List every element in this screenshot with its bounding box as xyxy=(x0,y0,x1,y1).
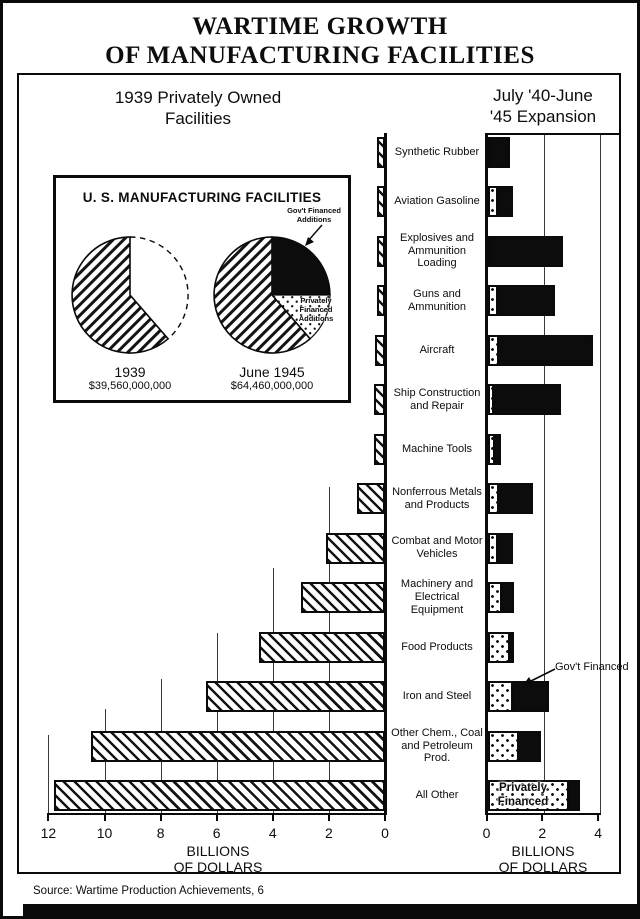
left-bar-9 xyxy=(326,533,385,564)
left-tick-12 xyxy=(47,813,49,821)
right-bar-govt-10 xyxy=(501,582,515,613)
category-label-8: Nonferrous Metals and Products xyxy=(392,485,482,511)
pie-1945 xyxy=(214,237,330,353)
pie-private-additions-line1: Privately xyxy=(300,296,332,305)
pie-1939 xyxy=(72,237,188,353)
right-tick-label-2: 2 xyxy=(538,825,547,841)
left-tick-0 xyxy=(384,813,386,821)
page-title-line2: OF MANUFACTURING FACILITIES xyxy=(105,41,535,69)
left-gridline-12 xyxy=(48,735,49,813)
category-label-4: Guns and Ammunition xyxy=(407,287,467,313)
right-gridline-4 xyxy=(600,133,601,813)
left-tick-10 xyxy=(104,813,106,821)
left-axis-caption xyxy=(148,843,288,875)
right-panel-header-line2: '45 Expansion xyxy=(489,107,597,127)
right-bar-govt-4 xyxy=(497,285,555,316)
category-label-7: Machine Tools xyxy=(401,442,473,455)
right-bar-govt-2 xyxy=(497,186,513,217)
category-label-10: Machinery and Electrical Equipment xyxy=(400,578,474,616)
left-zero-axis xyxy=(384,133,387,815)
left-panel-header-line1: 1939 Privately Owned xyxy=(114,88,282,107)
category-label-12: Iron and Steel xyxy=(402,690,472,703)
pie-private-additions-label xyxy=(288,296,344,323)
left-bar-13 xyxy=(91,731,386,762)
category-label-3: Explosives and Ammunition Loading xyxy=(400,231,474,270)
category-label-5: Aircraft xyxy=(419,343,455,356)
category-label-9: Combat and Motor Vehicles xyxy=(391,535,483,560)
category-label-11: Food Products xyxy=(401,640,473,653)
privately-financed-line2: Financed xyxy=(497,795,549,808)
right-zero-axis xyxy=(485,133,488,815)
govt-financed-arrow-icon xyxy=(511,663,563,693)
left-tick-label-0: 0 xyxy=(381,825,389,841)
pie-govt-additions-label xyxy=(281,206,347,224)
left-axis-caption-line2: OF DOLLARS xyxy=(173,859,263,876)
right-chart-top-rule xyxy=(485,133,621,135)
right-axis-caption-line2: OF DOLLARS xyxy=(498,859,588,876)
page-title-line1: WARTIME GROWTH xyxy=(192,13,448,40)
right-bar-govt-9 xyxy=(497,533,513,564)
left-tick-6 xyxy=(216,813,218,821)
pie-1945-caption: June 1945 xyxy=(239,364,305,380)
right-tick-4 xyxy=(597,813,599,821)
pie-private-additions-line2: Financed xyxy=(299,305,333,314)
right-bar-govt-3 xyxy=(490,236,564,267)
pie-govt-arrow-icon xyxy=(305,225,322,246)
left-tick-label-8: 8 xyxy=(156,825,165,841)
right-bar-govt-1 xyxy=(490,137,511,168)
source-citation: Source: Wartime Production Achievements, 6 xyxy=(33,885,264,897)
left-tick-8 xyxy=(160,813,162,821)
pie-govt-additions-line2: Additions xyxy=(296,215,332,224)
right-tick-2 xyxy=(541,813,543,821)
category-label-13: Other Chem., Coal and Petroleum Prod. xyxy=(391,726,483,765)
right-bar-private-13 xyxy=(488,731,519,762)
pie-private-additions-line3: Additions xyxy=(298,314,334,323)
pie-1939-caption: 1939 xyxy=(114,364,146,380)
pie-inset xyxy=(53,175,351,403)
left-tick-2 xyxy=(328,813,330,821)
right-bar-private-10 xyxy=(488,582,502,613)
left-tick-label-10: 10 xyxy=(96,825,113,841)
left-panel-header-line2: Facilities xyxy=(164,109,232,129)
right-bar-govt-5 xyxy=(498,335,593,366)
pie-1939-value: $39,560,000,000 xyxy=(88,380,172,392)
category-label-6: Ship Construction and Repair xyxy=(393,386,481,412)
pie-inset-title: U. S. MANUFACTURING FACILITIES xyxy=(82,190,322,205)
category-label-2: Aviation Gasoline xyxy=(394,195,480,208)
category-label-1: Synthetic Rubber xyxy=(394,145,480,158)
right-axis-caption-line1: BILLIONS xyxy=(511,843,575,859)
left-tick-label-12: 12 xyxy=(40,825,57,841)
right-bar-private-11 xyxy=(488,632,510,663)
left-bar-12 xyxy=(206,681,386,712)
pie-govt-additions-line1: Gov't Financed xyxy=(287,206,341,215)
govt-financed-annotation: Gov't Financed xyxy=(555,661,629,673)
right-bar-govt-8 xyxy=(498,483,533,514)
right-tick-label-0: 0 xyxy=(482,825,491,841)
scan-bottom-bar xyxy=(23,904,640,916)
right-bar-govt-13 xyxy=(518,731,541,762)
right-bar-govt-6 xyxy=(493,384,561,415)
left-bar-14 xyxy=(54,780,385,811)
right-bar-govt-7 xyxy=(494,434,501,465)
left-tick-4 xyxy=(272,813,274,821)
left-tick-label-4: 4 xyxy=(268,825,277,841)
pie-1945-value: $64,460,000,000 xyxy=(230,380,314,392)
left-bar-8 xyxy=(357,483,385,514)
right-axis-caption xyxy=(473,843,613,875)
left-tick-label-6: 6 xyxy=(212,825,221,841)
privately-financed-annotation xyxy=(471,782,575,810)
left-bar-10 xyxy=(301,582,385,613)
left-tick-label-2: 2 xyxy=(324,825,333,841)
right-tick-0 xyxy=(486,813,488,821)
privately-financed-line1: Privately xyxy=(499,782,547,794)
right-bar-govt-11 xyxy=(509,632,514,663)
right-tick-label-4: 4 xyxy=(594,825,602,841)
category-label-14: All Other xyxy=(415,789,459,802)
left-bar-11 xyxy=(259,632,385,663)
right-bar-private-12 xyxy=(488,681,513,712)
left-axis-caption-line1: BILLIONS xyxy=(186,843,250,859)
right-panel-header-line1: July '40-June xyxy=(493,86,593,105)
